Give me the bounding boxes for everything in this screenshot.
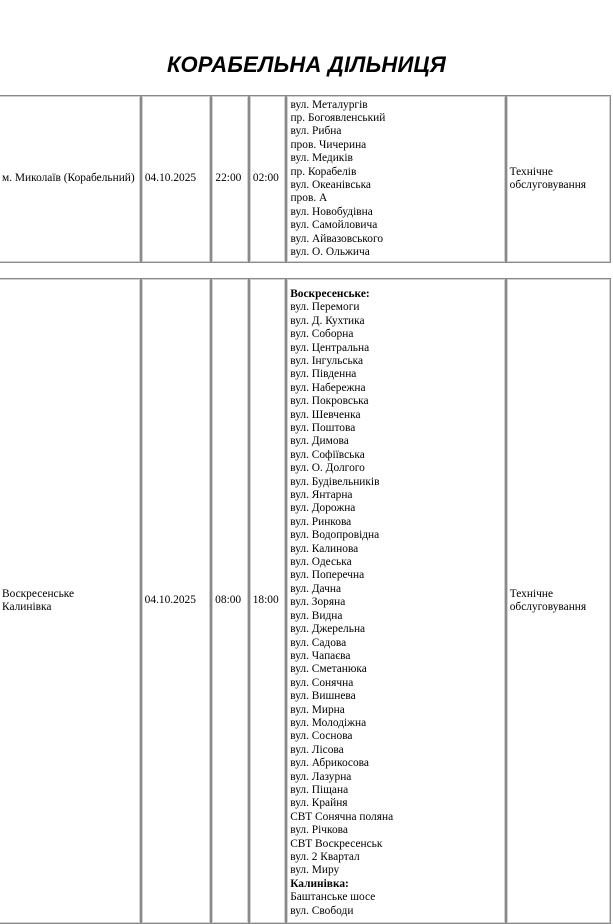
street-item: вул. Покровська — [290, 395, 369, 408]
date-cell: 04.10.2025 — [141, 95, 212, 263]
date-cell: 04.10.2025 — [141, 278, 212, 924]
outage-table-row-1 — [0, 95, 611, 263]
street-item: вул. Молодіжна — [290, 716, 367, 729]
street-item: пров. А — [290, 192, 328, 205]
street-item: вул. Шевченка — [290, 408, 361, 421]
street-item: вул. Будівельників — [290, 475, 380, 488]
street-item: вул. О. Ольжича — [290, 246, 370, 259]
street-item: вул. Янтарна — [290, 489, 353, 502]
street-item: вул. Вишнева — [290, 690, 356, 703]
table-row — [0, 95, 611, 263]
street-item: Баштанське шосе — [290, 891, 376, 904]
street-item: вул. Поперечна — [290, 569, 365, 582]
street-item: вул. Металургів — [290, 98, 368, 111]
street-item: вул. Соснова — [290, 730, 353, 743]
street-item: вул. Річкова — [290, 824, 348, 837]
page-title: КОРАБЕЛЬНА ДІЛЬНИЦЯ — [167, 52, 446, 77]
street-item: вул. Самойловича — [290, 219, 378, 232]
street-item: вул. Абрикосова — [290, 757, 369, 770]
street-item: вул. Крайня — [290, 797, 348, 810]
street-item: вул. О. Долгого — [290, 462, 365, 475]
street-item: пров. Чичерина — [290, 138, 367, 151]
street-item: вул. Чапаєва — [290, 649, 351, 662]
street-item: вул. Сметанюка — [290, 663, 367, 676]
street-item: вул. Свободи — [290, 904, 354, 917]
street-item: вул. Піщана — [290, 783, 349, 796]
street-item: СВТ Воскресенськ — [290, 837, 383, 850]
street-item: вул. Південна — [290, 368, 357, 381]
settlement-heading: Воскресенське: — [290, 287, 370, 300]
location-line: Воскресенське — [2, 587, 75, 600]
street-item: вул. Джерельна — [290, 623, 366, 636]
street-item: вул. Дачна — [290, 582, 342, 595]
street-item: вул. 2 Квартал — [290, 851, 360, 864]
location-cell — [0, 95, 141, 263]
street-item: вул. Мирна — [290, 703, 345, 716]
location-line: м. Миколаїв (Корабельний) — [2, 172, 135, 185]
street-item: вул. Лісова — [290, 743, 344, 756]
work-type-cell — [506, 278, 611, 924]
work-type-line: обслуговування — [509, 601, 587, 613]
location-line: Калинівка — [2, 601, 52, 613]
street-item: вул. Водопровідна — [290, 529, 380, 542]
street-item: вул. Садова — [290, 636, 347, 649]
street-item: пр. Корабелів — [290, 165, 357, 178]
street-item: вул. Одеська — [290, 556, 352, 569]
street-item: вул. Видна — [290, 609, 343, 622]
street-item: вул. Новобудівна — [290, 205, 373, 218]
street-item: вул. Соборна — [290, 328, 354, 341]
street-item: вул. Сонячна — [290, 676, 354, 689]
work-type-line: Технічне — [509, 165, 553, 178]
street-item: вул. Д. Кухтика — [290, 314, 365, 327]
street-item: вул. Дорожна — [290, 502, 356, 515]
street-item: вул. Лазурна — [290, 770, 352, 783]
table-row — [0, 278, 611, 924]
street-item: вул. Калинова — [290, 542, 359, 555]
street-item: вул. Рибна — [290, 125, 342, 138]
work-type-line: Технічне — [509, 587, 553, 600]
work-type-cell — [506, 95, 611, 263]
street-item: вул. Ринкова — [290, 515, 352, 528]
outage-table-row-2 — [0, 278, 611, 924]
street-item: СВТ Сонячна поляна — [290, 810, 394, 823]
settlement-heading: Калинівка: — [290, 877, 349, 890]
street-item: вул. Перемоги — [290, 301, 360, 314]
end-time-cell: 02:00 — [249, 95, 287, 263]
end-time-cell: 18:00 — [249, 278, 287, 924]
start-time-cell: 08:00 — [211, 278, 249, 924]
streets-cell — [286, 278, 506, 924]
work-type-line: обслуговування — [509, 179, 587, 191]
street-item: вул. Медиків — [290, 152, 353, 165]
street-item: вул. Димова — [290, 435, 349, 448]
street-item: вул. Миру — [290, 864, 340, 877]
street-item: вул. Софіївська — [290, 448, 365, 461]
location-cell — [0, 278, 141, 924]
streets-cell — [286, 95, 505, 263]
street-item: вул. Айвазовського — [290, 232, 384, 245]
street-item: вул. Інгульська — [290, 354, 364, 367]
street-item: вул. Центральна — [290, 341, 370, 354]
street-item: вул. Набережна — [290, 381, 366, 394]
start-time-cell: 22:00 — [211, 95, 249, 263]
street-item: вул. Океанівська — [290, 179, 371, 191]
street-item: пр. Богоявленський — [290, 111, 386, 124]
street-item: вул. Зоряна — [290, 596, 346, 609]
street-item: вул. Поштова — [290, 422, 356, 435]
